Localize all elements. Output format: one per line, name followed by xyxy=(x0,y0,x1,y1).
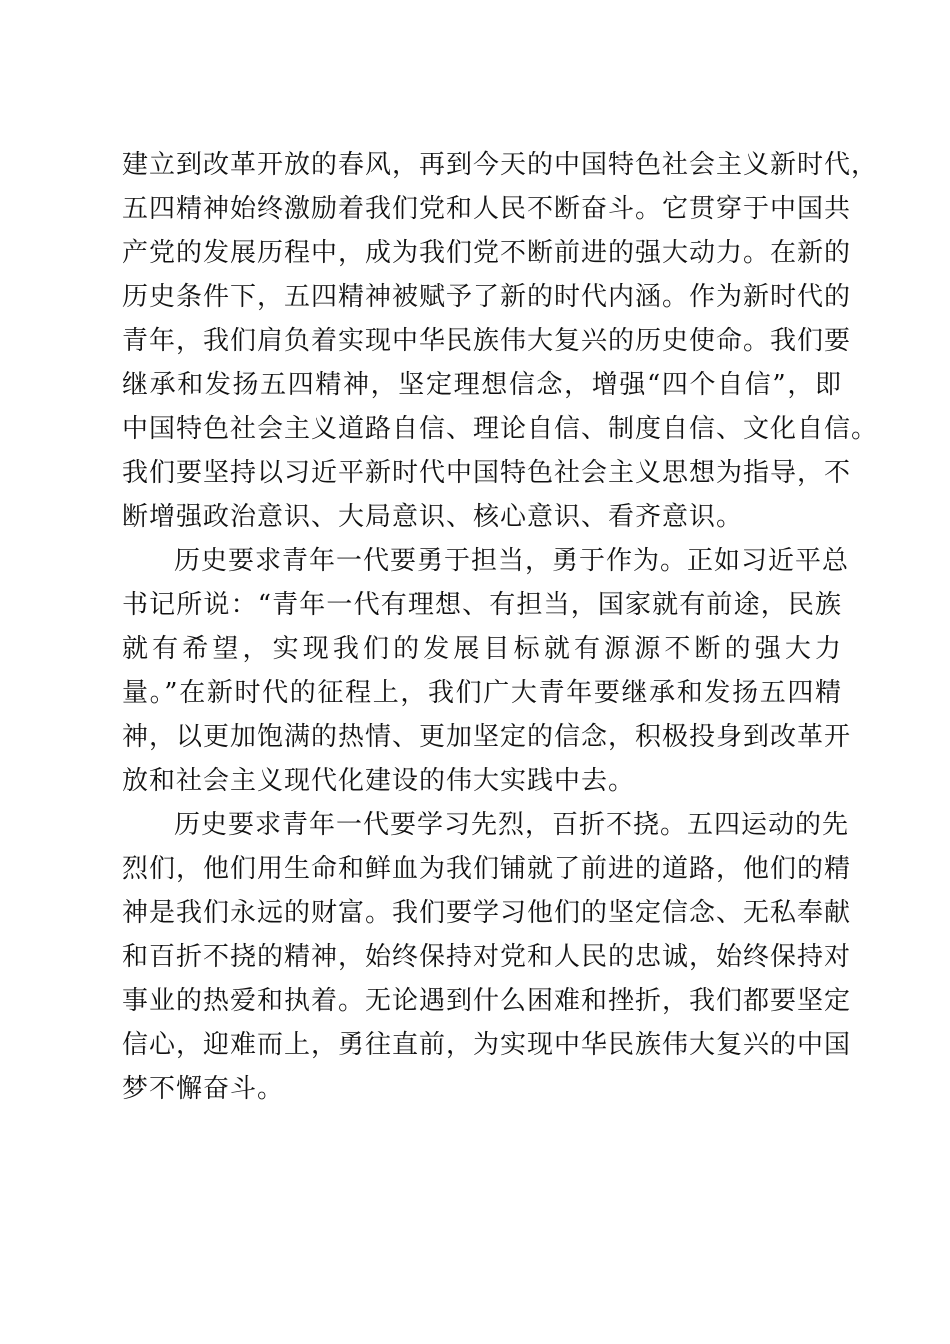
text-line: 烈们，他们用生命和鲜血为我们铺就了前进的道路，他们的精 xyxy=(122,854,852,884)
document-body xyxy=(122,143,879,1111)
text-line: 神是我们永远的财富。我们要学习他们的坚定信念、无私奉献 xyxy=(122,898,852,928)
text-line: 梦不懈奋斗。 xyxy=(122,1074,285,1104)
text-line: 断增强政治意识、大局意识、核心意识、看齐意识。 xyxy=(122,502,744,532)
text-line: 神，以更加饱满的热情、更加坚定的信念，积极投身到改革开 xyxy=(122,722,852,752)
text-line: 建立到改革开放的春风，再到今天的中国特色社会主义新时代， xyxy=(122,150,879,180)
text-line: 就有希望，实现我们的发展目标就有源源不断的强大力 xyxy=(122,634,842,664)
paragraph-1 xyxy=(122,143,879,539)
text-line: 信心，迎难而上，勇往直前，为实现中华民族伟大复兴的中国 xyxy=(122,1030,852,1060)
text-line: 继承和发扬五四精神，坚定理想信念，增强“四个自信”，即 xyxy=(122,370,842,400)
text-line: 量。”在新时代的征程上，我们广大青年要继承和发扬五四精 xyxy=(122,678,842,708)
text-line: 和百折不挠的精神，始终保持对党和人民的忠诚，始终保持对 xyxy=(122,942,852,972)
text-line: 放和社会主义现代化建设的伟大实践中去。 xyxy=(122,766,636,796)
text-line: 产党的发展历程中，成为我们党不断前进的强大动力。在新的 xyxy=(122,238,852,268)
text-line: 青年，我们肩负着实现中华民族伟大复兴的历史使命。我们要 xyxy=(122,326,852,356)
paragraph-3 xyxy=(122,803,852,1111)
text-line: 历史要求青年一代要学习先烈，百折不挠。五四运动的先 xyxy=(174,810,850,840)
text-line: 我们要坚持以习近平新时代中国特色社会主义思想为指导，不 xyxy=(122,458,852,488)
paragraph-2 xyxy=(122,539,852,803)
text-line: 历史条件下，五四精神被赋予了新的时代内涵。作为新时代的 xyxy=(122,282,852,312)
text-line: 五四精神始终激励着我们党和人民不断奋斗。它贯穿于中国共 xyxy=(122,194,852,224)
text-line: 事业的热爱和执着。无论遇到什么困难和挫折，我们都要坚定 xyxy=(122,986,852,1016)
text-line: 历史要求青年一代要勇于担当，勇于作为。正如习近平总 xyxy=(174,546,850,576)
text-line: 中国特色社会主义道路自信、理论自信、制度自信、文化自信。 xyxy=(122,414,879,444)
text-line: 书记所说：“青年一代有理想、有担当，国家就有前途，民族 xyxy=(122,590,842,620)
